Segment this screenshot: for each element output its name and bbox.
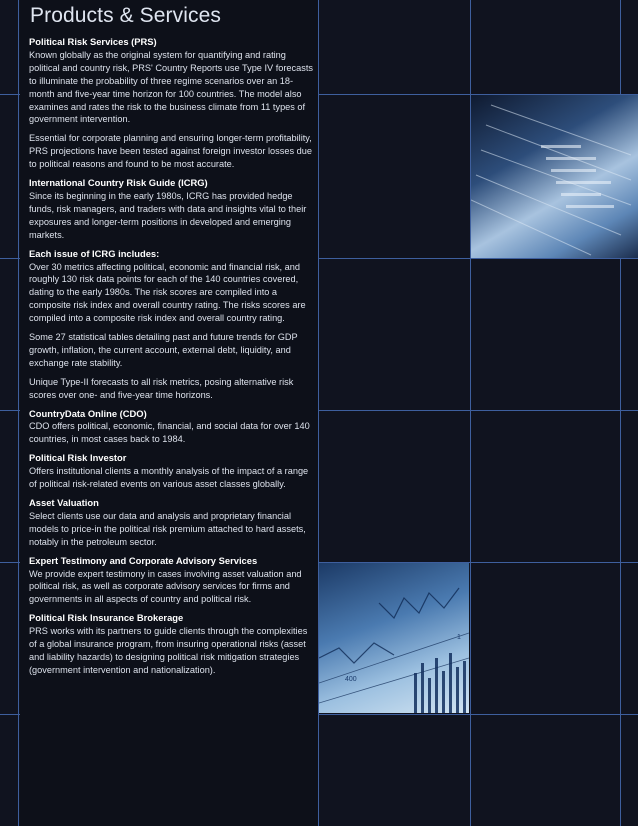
section-body: We provide expert testimony in cases involving asset valuation and political risk, as well as corporate advisory services for firms and governments in all aspects of country and political risk. [29, 568, 302, 605]
section-body: Select clients use our data and analysis and proprietary financial models to price-in the political risk premium attached to hard assets, notably in the petroleum sector. [29, 510, 306, 547]
section-prs-accuracy [29, 132, 313, 171]
section-prs [29, 36, 313, 126]
section-pri [29, 452, 313, 491]
section-body: CDO offers political, economic, financial, and social data for over 140 countries, in most cases back to 1984. [29, 421, 310, 445]
stock-chart-graphic [319, 563, 469, 713]
section-body: Known globally as the original system for quantifying and rating political and country risk, PRS' Country Reports use Type IV forecasts to illuminate the probability of three regime scenarios over an 18-month and five-year time horizon for 100 countries. The model also examines and rates the risk to the business climate from 11 types of government intervention. [29, 49, 313, 125]
section-body: Some 27 statistical tables detailing past and future trends for GDP growth, inflation, the current account, external debt, liquidity, and exchange rate stability. [29, 332, 298, 368]
section-icrg-tables [29, 331, 313, 370]
section-body: Since its beginning in the early 1980s, ICRG has provided hedge funds, risk managers, and traders with data and insights vital to their exposures and longer-term positions in developed and emerging markets. [29, 190, 307, 240]
section-heading: CountryData Online (CDO) [29, 407, 147, 419]
sections-content [29, 36, 313, 683]
section-body: Offers institutional clients a monthly analysis of the impact of a range of political risk-related events on various asset classes globally. [29, 466, 309, 490]
section-heading: Expert Testimony and Corporate Advisory Services [29, 554, 258, 566]
grid-line [18, 0, 19, 826]
section-expert-testimony [29, 555, 313, 607]
section-icrg-includes [29, 248, 313, 325]
section-heading: Each issue of ICRG includes: [29, 247, 160, 259]
section-icrg-forecasts [29, 376, 313, 402]
page-title: Products & Services [30, 4, 221, 27]
stock-chart-image [319, 563, 469, 713]
section-heading: Political Risk Insurance Brokerage [29, 612, 184, 624]
section-body: Essential for corporate planning and ensuring longer-term profitability, PRS projections have been tested against foreign investor losses due to political reasons and found to be most accurate. [29, 133, 312, 170]
section-icrg [29, 177, 313, 242]
financial-report-graphic [471, 95, 638, 258]
chart-label: 400 [345, 676, 357, 683]
section-heading: Asset Valuation [29, 497, 99, 508]
section-heading: Political Risk Investor [29, 452, 127, 464]
financial-report-image [471, 95, 638, 258]
section-heading: Political Risk Services (PRS) [29, 36, 157, 47]
section-body: Unique Type-II forecasts to all risk metrics, posing alternative risk scores over one- and five-year time horizons. [29, 376, 294, 400]
section-cdo [29, 408, 313, 447]
section-body: Over 30 metrics affecting political, economic and financial risk, and roughly 130 risk data points for each of the 140 countries covered, dating to the early 1980s. The risk scores are compiled into a composite risk index and overall country rating. The risks scores are compiled into a composite risk index and overall country rating. [29, 261, 306, 324]
chart-label: 1 [457, 634, 461, 641]
section-heading: International Country Risk Guide (ICRG) [29, 177, 208, 189]
section-insurance-brokerage [29, 612, 313, 677]
section-body: PRS works with its partners to guide clients through the complexities of a global insurance program, from insuring operational risks (asset and liability hazards) to designing political risk mitigation strategies (government intervention and nationalization). [29, 626, 308, 675]
section-asset-valuation [29, 497, 313, 549]
